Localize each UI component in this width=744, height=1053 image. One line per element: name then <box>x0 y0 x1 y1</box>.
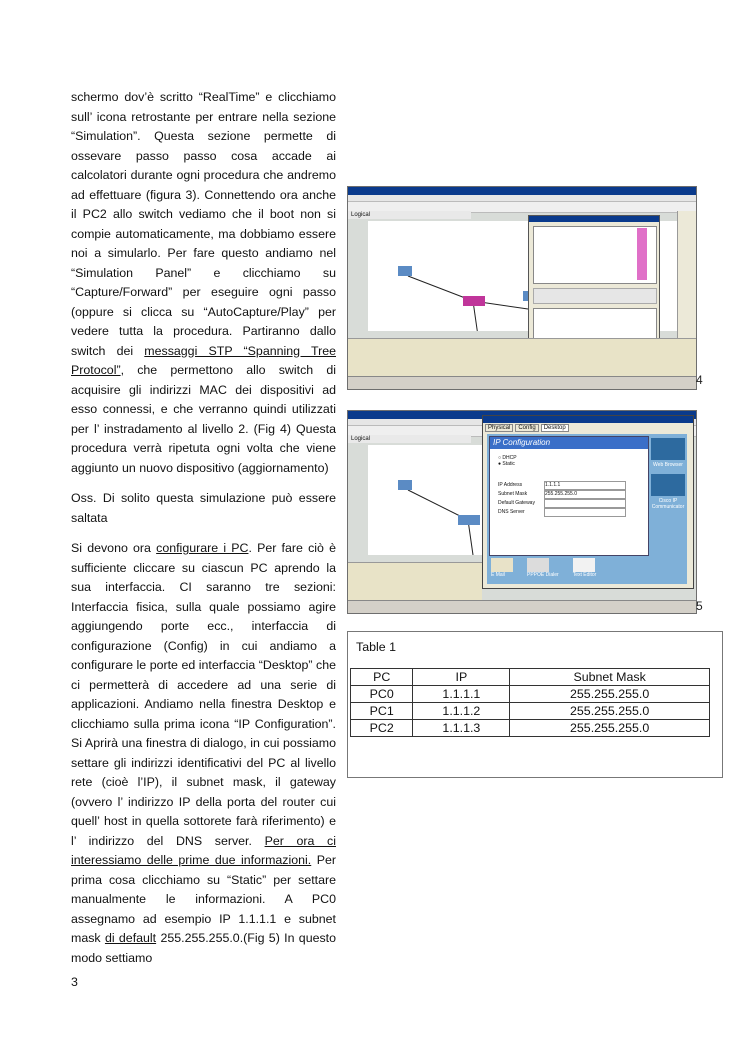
table-row <box>351 720 710 737</box>
device-bar <box>348 562 482 601</box>
paragraph-note: Oss. Di solito questa simulazione può essere saltata <box>71 491 336 525</box>
dialog-title: IP Configuration <box>490 437 648 449</box>
desktop-side-icons: Web Browser Cisco IP Communicator <box>651 438 685 510</box>
cell-mask: 255.255.255.0 <box>510 703 710 720</box>
body-text <box>71 88 336 979</box>
tab-config[interactable]: Config <box>515 424 538 432</box>
header-pc: PC <box>351 669 413 686</box>
dns-field[interactable] <box>544 508 626 517</box>
table-row <box>351 703 710 720</box>
pc0-icon <box>398 266 412 276</box>
figure-4-label: 4 <box>696 373 703 387</box>
subnet-mask-field[interactable]: 255.255.255.0 <box>544 490 626 499</box>
text-editor-icon[interactable]: Text Editor <box>573 558 597 578</box>
cell-ip: 1.1.1.2 <box>413 703 510 720</box>
ip-table <box>350 668 710 737</box>
logical-tab: Logical <box>348 211 471 219</box>
desktop-area <box>487 434 687 584</box>
tab-strip <box>483 423 693 433</box>
logical-tab: Logical <box>348 435 471 443</box>
default-underline: di default <box>104 931 157 945</box>
gateway-row: Default Gateway <box>498 499 648 508</box>
table-row <box>351 686 710 703</box>
header-subnet-mask: Subnet Mask <box>510 669 710 686</box>
cell-mask: 255.255.255.0 <box>510 720 710 737</box>
tab-desktop[interactable]: Desktop <box>541 424 569 432</box>
configure-pc-underline: configurare i PC <box>156 541 249 555</box>
topology-drawing <box>368 445 488 555</box>
desktop-bottom-icons <box>491 558 596 578</box>
first-two-info-underline: Per ora ci interessiamo delle prime due informazioni. <box>71 833 336 867</box>
pppoe-icon[interactable]: PPPOE Dialer <box>527 558 559 578</box>
figure-4-screenshot <box>347 186 697 390</box>
table-header-row <box>351 669 710 686</box>
network-canvas <box>368 445 488 555</box>
cell-ip: 1.1.1.1 <box>413 686 510 703</box>
cell-ip: 1.1.1.3 <box>413 720 510 737</box>
pc-config-window <box>482 415 694 589</box>
cell-mask: 255.255.255.0 <box>510 686 710 703</box>
ip-communicator-icon[interactable] <box>651 474 685 496</box>
ip-fields <box>490 467 648 517</box>
ip-address-row: IP Address 1.1.1.1 <box>498 481 648 490</box>
web-browser-icon[interactable] <box>651 438 685 460</box>
cell-pc: PC1 <box>351 703 413 720</box>
header-ip: IP <box>413 669 510 686</box>
figure-5-label: 5 <box>696 599 703 613</box>
page-number: 3 <box>71 975 78 989</box>
paragraph-simulation: schermo dov’è scritto “RealTime” e clicchiamo sull’ icona retrostante per entrare nella sezione “Simulation”. Questa sezione permette di ossevare passo passo cosa accade ai calcolatori durante ogni procedura che andremo ad effettuare (figura 3). Connettendo ora anche il PC2 allo switch vediamo che il boot non si compie automaticamente, ma dobbiamo essere noi a simularlo. Per fare questo andiamo nel “Simulation Panel” e clicchiamo su “Capture/Forward” per eseguire ogni passo (oppure si clicca su “AutoCapture/Play” per vedere tutta la procedura. Partiranno dallo switch dei messaggi STP “Spanning Tree Protocol”, che permettono allo switch di acquisire gli indirizzi MAC dei dispositivi ad esso connessi, e che verranno quindi utilizzati per l’ instradamento al livello 2. (Fig 4) Questa procedura verrà ripetuta ogni volta che viene aggiunto un nuovo dispositivo (aggiornamento) <box>71 90 336 475</box>
windows-taskbar <box>348 376 696 389</box>
table-1-box <box>347 631 723 778</box>
device-bar <box>348 338 696 377</box>
static-radio[interactable]: ● Static <box>498 461 515 467</box>
windows-taskbar <box>348 600 696 613</box>
dns-row: DNS Server <box>498 508 648 517</box>
tab-physical[interactable]: Physical <box>485 424 513 432</box>
subnet-mask-row: Subnet Mask 255.255.255.0 <box>498 490 648 499</box>
figure-5-screenshot <box>347 410 697 614</box>
ip-configuration-dialog <box>489 436 649 556</box>
cell-pc: PC2 <box>351 720 413 737</box>
dhcp-radio[interactable]: ○ DHCP <box>498 455 517 461</box>
email-icon[interactable]: E Mail <box>491 558 513 578</box>
common-tools-bar <box>677 211 696 351</box>
switch-icon <box>463 296 485 306</box>
ip-address-field[interactable]: 1.1.1.1 <box>544 481 626 490</box>
gateway-field[interactable] <box>544 499 626 508</box>
paragraph-configure: Si devono ora configurare i PC. Per fare ciò è sufficiente cliccare su ciascun PC aprendo la sua interfaccia. CI saranno tre sezioni: Interfaccia fisica, sulla quale possiamo agire aggiungendo porte ecc., interfaccia di configurazione (Config) in cui andiamo a configurare le porte ed interfaccia “Desktop” che ci permetterà di accedere ad una serie di applicazioni. Andiamo nella finestra Desktop e clicchiamo sulla prima icona “IP Configuration”. Si Aprirà una finestra di dialogo, in cui possiamo settare gli indirizzi identificativi del PC al livello rete (cioè l’IP), il subnet mask, il gateway (ovvero l’ indirizzo IP della porta del router cui quell’ host in quella sottorete farà riferimento) e l’ indirizzo del DNS server. Per ora ci interessiamo delle prime due informazioni. Per prima cosa clicchiamo su “Static” per settare manualmente le informazioni. A PC0 assegnamo ad esempio IP 1.1.1.1 e subnet mask di default 255.255.255.0.(Fig 5) In questo modo settiamo <box>71 541 337 965</box>
table-caption: Table 1 <box>356 640 396 654</box>
stp-underline: messaggi STP “Spanning Tree Protocol” <box>71 343 336 377</box>
cell-pc: PC0 <box>351 686 413 703</box>
